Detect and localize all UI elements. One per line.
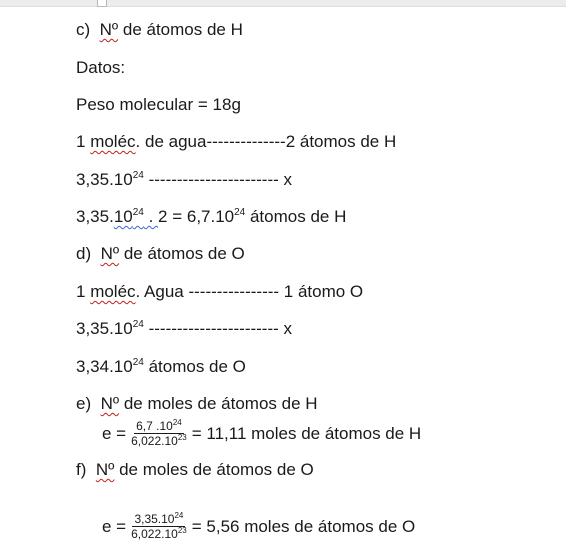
list-label: f) (76, 460, 87, 479)
fraction-numerator: 3,35.10$^{24}$ (134, 511, 184, 526)
fraction-denominator: 6,022.10$^{23}$ (131, 433, 187, 448)
relation-line-3: 1 moléc. Agua ---------------- 1 átomo O (76, 282, 364, 301)
relation-line-4: 3,35.10$^{24}$ ----------------------- x (76, 319, 293, 338)
datos-line: Datos: (76, 58, 126, 77)
heading-text: de moles de átomos de O (119, 460, 314, 479)
fraction-numerator: 6,7 $.10^{24}$ (136, 418, 182, 433)
heading-f (76, 460, 314, 480)
exponent: 24 (132, 319, 144, 330)
relation-line-2: 3,35.10$^{24}$ ----------------------- x (76, 170, 293, 189)
grammar-flagged-text: . (143, 207, 159, 226)
heading-text: de moles de átomos de H (123, 394, 318, 413)
fraction-denominator: 6,022.10$^{23}$ (131, 526, 187, 541)
peso-molecular-line: Peso molecular = 18g (76, 95, 241, 114)
spelling-flagged-word: Nº (99, 20, 119, 39)
result-line-o: 3,34.10$^{24}$ átomos de O (76, 357, 246, 376)
spelling-flagged-word: moléc (90, 132, 136, 151)
exponent: 24 (234, 207, 246, 218)
list-label: c) (76, 20, 91, 39)
spelling-flagged-word: moléc (90, 282, 136, 301)
fraction (129, 512, 189, 541)
equation-lhs: e = (102, 423, 127, 443)
page-corner-marker (97, 0, 107, 7)
spelling-flagged-word: Nº (95, 460, 115, 479)
heading-text: de átomos de O (123, 244, 245, 263)
equation-lhs: e = (102, 516, 127, 536)
list-label: e) (76, 394, 92, 413)
fraction (129, 419, 189, 448)
exponent: 24 (132, 170, 144, 181)
heading-text: de átomos de H (122, 20, 243, 39)
relation-line-1: 1 moléc. de agua--------------2 átomos de H (76, 132, 397, 151)
exponent: 24 (132, 207, 144, 218)
result-line-h: 3,35.10$^{24}$ . $2 = 6,7.10^{24}$ átomos de H (76, 207, 347, 226)
spelling-flagged-word: Nº (100, 394, 120, 413)
equation-rhs: = 5,56 moles de átomos de O (191, 516, 416, 536)
heading-e (76, 394, 318, 414)
exponent: 24 (132, 357, 144, 368)
heading-c (76, 20, 243, 40)
window-top-bar (0, 0, 566, 7)
equation-moles-h (102, 419, 421, 448)
spelling-flagged-word: Nº (100, 244, 120, 263)
equation-rhs: = 11,11 moles de átomos de H (191, 423, 422, 443)
equation-moles-o (102, 512, 415, 541)
list-label: d) (76, 244, 92, 263)
heading-d (76, 244, 245, 264)
